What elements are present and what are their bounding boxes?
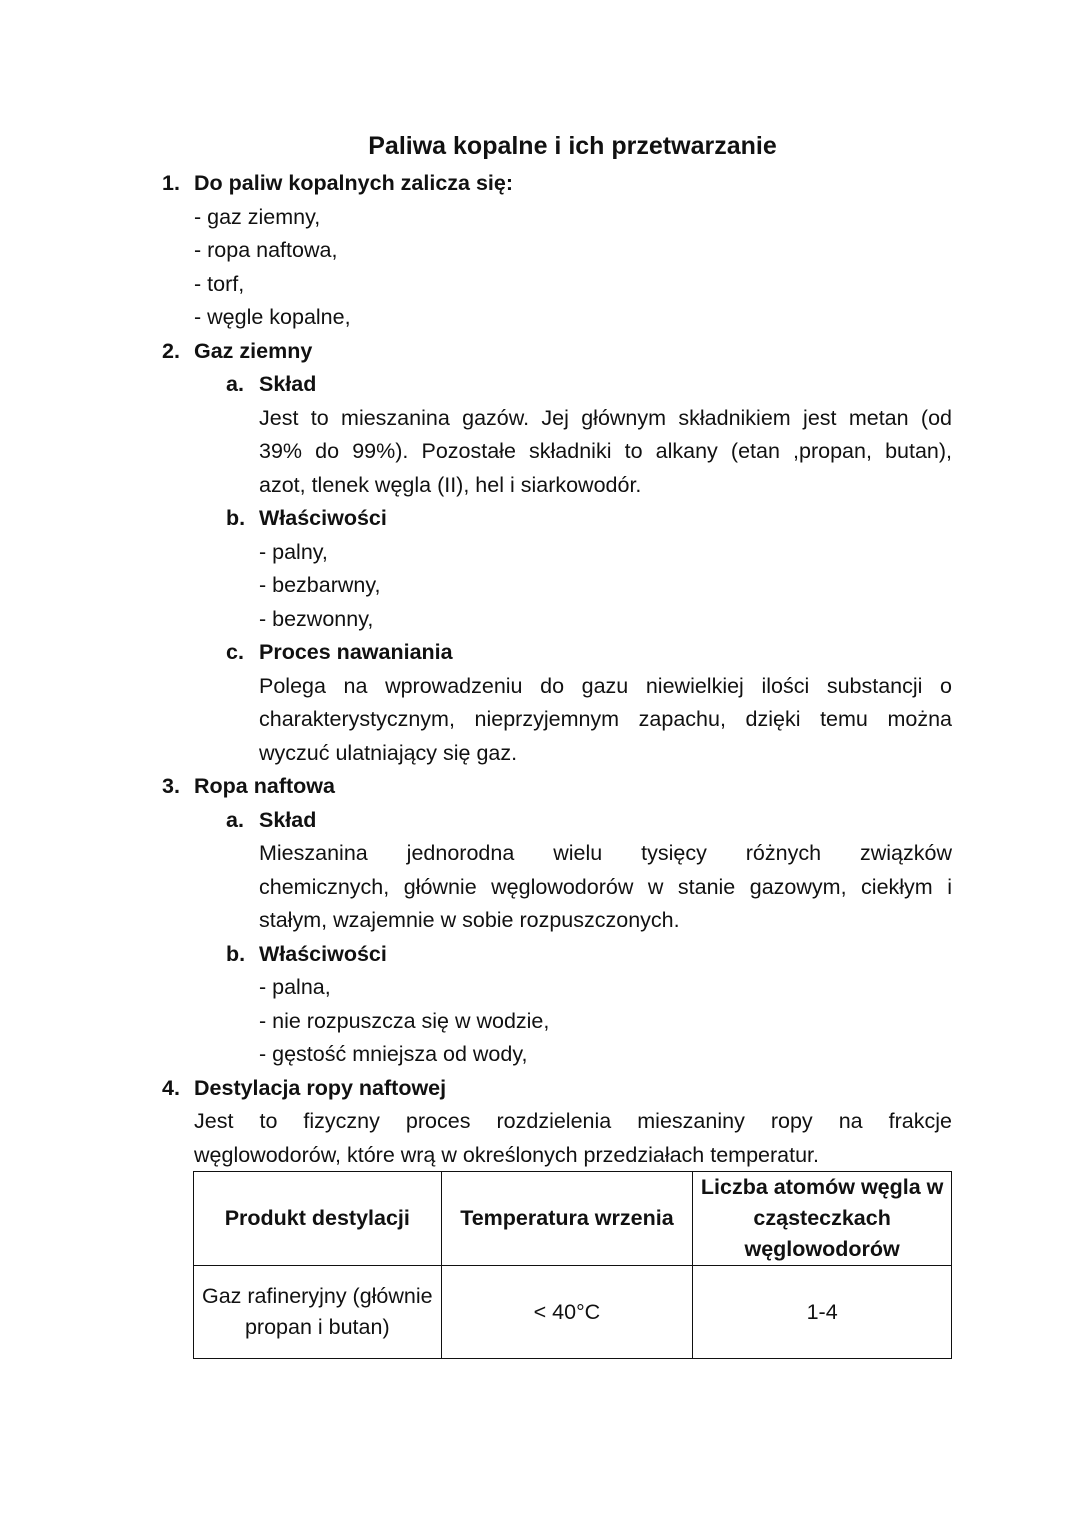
paragraph-line: Mieszanina jednorodna wielu tysięcy różnych związków bbox=[259, 841, 952, 865]
paragraph-line: azot, tlenek węgla (II), hel i siarkowodór. bbox=[259, 472, 642, 497]
section-title: Gaz ziemny bbox=[194, 338, 313, 363]
column-header-carbon-atoms: Liczba atomów węgla w cząsteczkach węglowodorów bbox=[693, 1172, 952, 1266]
section-title: Do paliw kopalnych zalicza się: bbox=[194, 171, 514, 195]
subsection-2b-heading bbox=[226, 502, 952, 536]
section-number: 1. bbox=[162, 171, 180, 195]
table-header-row bbox=[194, 1172, 952, 1266]
subsection-3b-heading bbox=[226, 938, 952, 972]
subsection-title: Skład bbox=[259, 807, 317, 832]
section-number: 2. bbox=[162, 338, 180, 363]
list-item: - gęstość mniejsza od wody, bbox=[259, 1042, 528, 1066]
section-4-heading bbox=[162, 1072, 952, 1106]
subsection-title: Skład bbox=[259, 372, 317, 396]
paragraph-line: Jest to mieszanina gazów. Jej głównym składnikiem jest metan (od bbox=[259, 405, 952, 430]
subsection-letter: c. bbox=[226, 640, 244, 664]
list-item: - ropa naftowa, bbox=[194, 238, 338, 262]
list-item: - bezwonny, bbox=[259, 606, 374, 631]
column-header-temperature: Temperatura wrzenia bbox=[441, 1172, 693, 1266]
column-header-product: Produkt destylacji bbox=[194, 1172, 442, 1266]
subsection-2a-heading bbox=[226, 368, 952, 402]
paragraph-line: 39% do 99%). Pozostałe składniki to alkany (etan ,propan, butan), bbox=[259, 439, 952, 463]
cell-carbon-atoms: 1-4 bbox=[693, 1266, 952, 1359]
subsection-letter: b. bbox=[226, 941, 246, 966]
oil-composition-paragraph bbox=[259, 837, 952, 938]
subsection-letter: b. bbox=[226, 506, 246, 530]
odorization-paragraph bbox=[259, 670, 952, 771]
composition-paragraph bbox=[259, 402, 952, 503]
paragraph-line: chemicznych, głównie węglowodorów w stanie gazowym, ciekłym i bbox=[259, 874, 952, 899]
list-item: - nie rozpuszcza się w wodzie, bbox=[259, 1008, 550, 1033]
subsection-letter: a. bbox=[226, 807, 244, 832]
subsection-title: Proces nawaniania bbox=[259, 640, 453, 664]
distillation-paragraph bbox=[194, 1105, 952, 1172]
list-item: - palna, bbox=[259, 975, 331, 999]
list-item: - palny, bbox=[259, 539, 328, 564]
paragraph-line: stałym, wzajemnie w sobie rozpuszczonych. bbox=[259, 908, 680, 932]
cell-temperature: < 40°C bbox=[441, 1266, 693, 1359]
paragraph-line: charakterystycznym, nieprzyjemnym zapachu, dzięki temu można bbox=[259, 707, 952, 731]
subsection-letter: a. bbox=[226, 372, 244, 396]
section-title: Ropa naftowa bbox=[194, 774, 335, 798]
list-item: - torf, bbox=[194, 271, 245, 296]
section-2-heading bbox=[162, 335, 952, 369]
list-item: - gaz ziemny, bbox=[194, 204, 321, 229]
list-item: - bezbarwny, bbox=[259, 573, 381, 597]
cell-product: Gaz rafineryjny (głównie propan i butan) bbox=[194, 1266, 442, 1359]
paragraph-line: węglowodorów, które wrą w określonych przedziałach temperatur. bbox=[194, 1142, 819, 1167]
section-number: 3. bbox=[162, 774, 180, 798]
paragraph-line: Polega na wprowadzeniu do gazu niewielkiej ilości substancji o bbox=[259, 673, 952, 698]
section-title: Destylacja ropy naftowej bbox=[194, 1075, 447, 1100]
paragraph-line: Jest to fizyczny proces rozdzielenia mieszaniny ropy na frakcje bbox=[194, 1109, 952, 1133]
section-number: 4. bbox=[162, 1075, 180, 1100]
section-1-heading bbox=[162, 167, 952, 201]
subsection-title: Właściwości bbox=[259, 941, 387, 966]
section-3-heading bbox=[162, 770, 952, 804]
document-body bbox=[162, 167, 952, 1172]
table-row bbox=[194, 1266, 952, 1359]
paragraph-line: wyczuć ulatniający się gaz. bbox=[259, 740, 518, 765]
subsection-title: Właściwości bbox=[259, 506, 387, 530]
list-item: - węgle kopalne, bbox=[194, 305, 351, 329]
page-title: Paliwa kopalne i ich przetwarzanie bbox=[368, 132, 777, 160]
subsection-3a-heading bbox=[226, 804, 952, 838]
subsection-2c-heading bbox=[226, 636, 952, 670]
distillation-table bbox=[193, 1171, 952, 1359]
